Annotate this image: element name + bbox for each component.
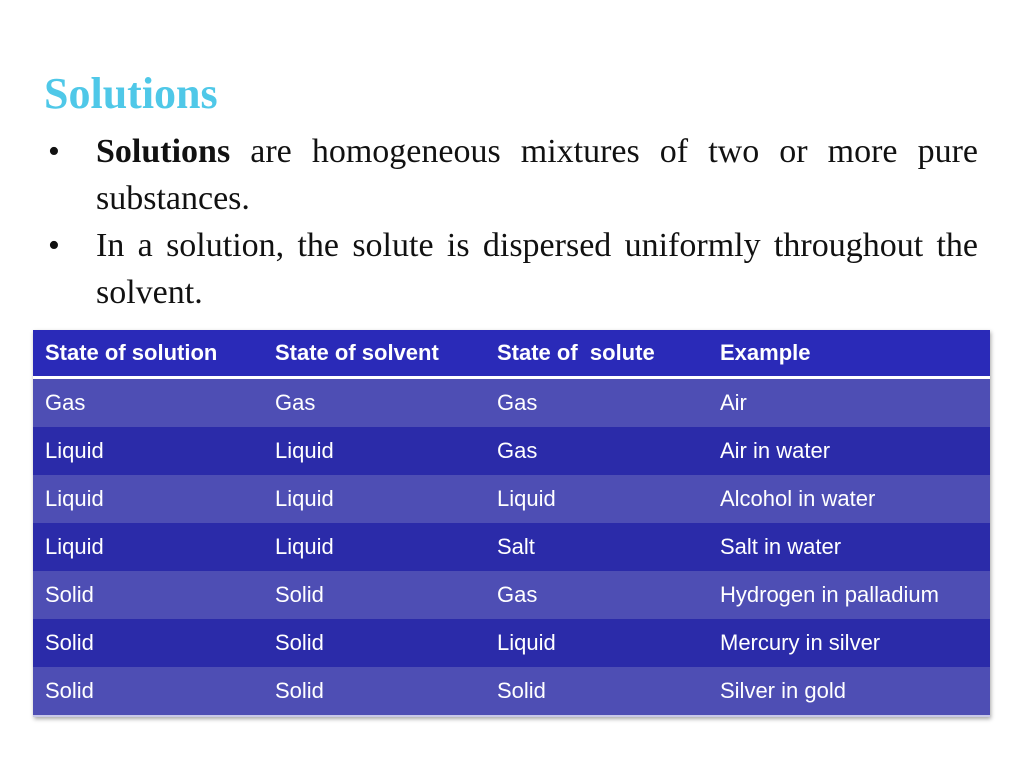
table-row	[33, 667, 990, 716]
table-row	[33, 378, 990, 428]
table-cell: Liquid	[45, 438, 104, 463]
bullet-list	[44, 128, 978, 316]
table-cell: Air in water	[720, 438, 831, 463]
table-cell: Mercury in silver	[720, 630, 881, 655]
table-row	[33, 571, 990, 619]
header-example: Example	[708, 330, 990, 378]
table-cell: Liquid	[275, 486, 334, 511]
table-cell: Alcohol in water	[720, 486, 876, 511]
solutions-table	[33, 330, 990, 717]
table-cell: Silver in gold	[708, 667, 990, 716]
table-row	[33, 427, 990, 475]
table-cell: Gas	[275, 390, 316, 415]
table-row	[33, 619, 990, 667]
table-cell: Solid	[485, 667, 708, 716]
table-cell: Liquid	[45, 534, 104, 559]
table-cell: Liquid	[497, 630, 556, 655]
table-row	[33, 475, 990, 523]
table-cell: Solid	[45, 630, 94, 655]
table-header-row	[33, 330, 990, 378]
table-cell: Solid	[33, 667, 263, 716]
table-cell: Solid	[275, 582, 324, 607]
solutions-table-container	[33, 330, 990, 717]
table-cell: Liquid	[45, 486, 104, 511]
bullet-icon: •	[48, 227, 60, 264]
table-cell: Solid	[275, 630, 324, 655]
table-cell: Gas	[45, 390, 86, 415]
table-cell: Gas	[497, 390, 538, 415]
table-cell: Air	[720, 390, 747, 415]
slide-title: Solutions	[44, 69, 218, 118]
bullet-text: In a solution, the solute is dispersed uniformly throughout the solvent.	[96, 227, 978, 311]
table-cell: Solid	[263, 667, 485, 716]
table-cell: Hydrogen in palladium	[720, 582, 939, 607]
table-cell: Gas	[497, 582, 538, 607]
table-cell: Liquid	[275, 438, 334, 463]
header-state-of-solvent: State of solvent	[263, 330, 485, 378]
table-cell: Gas	[497, 438, 538, 463]
header-state-of-solution: State of solution	[33, 330, 263, 378]
table-cell: Salt	[497, 534, 535, 559]
table-cell: Solid	[45, 582, 94, 607]
table-cell: Liquid	[497, 486, 556, 511]
bullet-item	[44, 128, 978, 222]
bullet-bold-lead: Solutions	[96, 133, 231, 170]
table-cell: Salt in water	[720, 534, 842, 559]
header-state-of-solute: State of solute	[485, 330, 708, 378]
table-row	[33, 523, 990, 571]
bullet-text: are homogeneous mixtures of two or more pure substances.	[96, 133, 978, 217]
bullet-item	[44, 222, 978, 316]
bullet-icon: •	[48, 133, 60, 170]
table-cell: Liquid	[275, 534, 334, 559]
